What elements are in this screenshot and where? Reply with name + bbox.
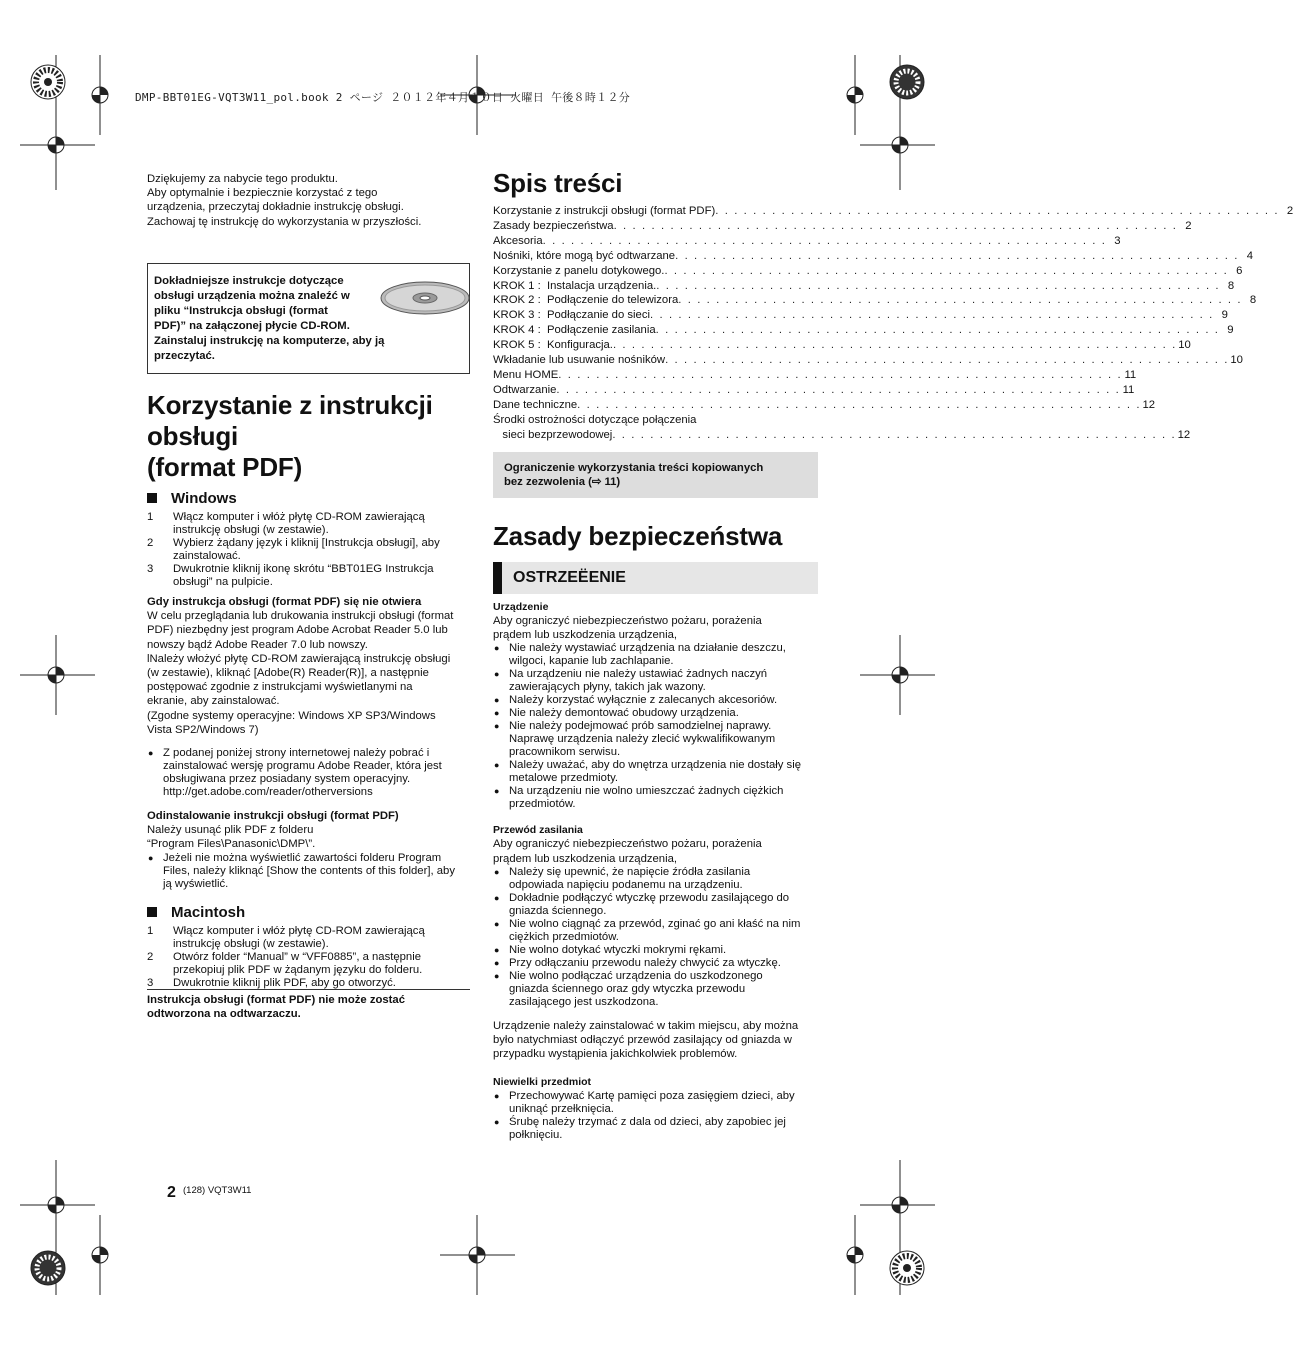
toc-page-number: 11 [1122, 383, 1135, 396]
bullet-line: Z podanej poniżej strony internetowej należy pobrać i [163, 747, 430, 760]
intro-line: urządzenia, przeczytaj dokładnie instrukcję obsługi. [147, 201, 404, 214]
bullet-line: Śrubę należy trzymać z dala od dzieci, aby zapobiec jej [509, 1115, 786, 1128]
step-number: 1 [147, 511, 154, 523]
toc-leader: . . . . . . . . . . . . . . . . . . . . . . . . . . . . . . . . . . . . . . . . . . . . . . . . . . . . . . . . . . . . [656, 279, 1221, 292]
toc-page-number: 3 [1114, 234, 1121, 247]
text-line: Vista SP2/Windows 7) [147, 723, 259, 736]
intro-line: Zachowaj tę instrukcję do wykorzystania w przyszłości. [147, 215, 422, 228]
bullet-item [147, 747, 472, 799]
step-number: 2 [147, 950, 154, 963]
small-object-heading: Niewielki przedmiot [493, 1076, 592, 1089]
bullet-item [493, 957, 818, 970]
pdf-note [147, 993, 470, 1021]
toc-entry [493, 413, 818, 428]
cord-intro [493, 837, 818, 865]
step-text: obsługi” na pulpicie. [173, 576, 273, 588]
toc-label: KROK 2 : Podłączenie do telewizora [493, 294, 679, 307]
toc-leader: . . . . . . . . . . . . . . . . . . . . . . . . . . . . . . . . . . . . . . . . . . . . . . . . . . . . . . . . . . . . [612, 428, 1177, 441]
safety-title: Zasady bezpieczeństwa [493, 520, 783, 551]
adobe-bullet [147, 747, 472, 799]
bullet-line: Naprawę urządzenia należy zlecić wykwalifikowanym [509, 733, 776, 746]
toc-leader: . . . . . . . . . . . . . . . . . . . . . . . . . . . . . . . . . . . . . . . . . . . . . . . . . . . . . . . . . . . . [678, 294, 1243, 307]
toc-leader: . . . . . . . . . . . . . . . . . . . . . . . . . . . . . . . . . . . . . . . . . . . . . . . . . . . . . . . . . . . . [655, 324, 1220, 337]
device-bullets [493, 642, 818, 811]
toc-leader: . . . . . . . . . . . . . . . . . . . . . . . . . . . . . . . . . . . . . . . . . . . . . . . . . . . . . . . . . . . . [715, 205, 1280, 217]
warning-bar-marker [493, 562, 502, 594]
bullet-line: zawierających płyny, takich jak wazony. [509, 681, 706, 694]
windows-section [147, 490, 472, 990]
info-line: PDF)” na załączonej płycie CD-ROM. [154, 320, 350, 332]
step-text: Otwórz folder “Manual” w “VFF0885”, a następnie [173, 950, 422, 963]
bullet-item [493, 694, 818, 707]
bullet-line: uniknąć przełknięcia. [509, 1102, 614, 1115]
bullet-item [493, 892, 818, 918]
info-line: Zainstaluj instrukcję na komputerze, aby ją [154, 335, 385, 347]
toc-entry [493, 428, 1191, 443]
intro-line: Aby optymalnie i bezpiecznie korzystać z tego [147, 187, 378, 200]
note-line: odtworzona na odtwarzaczu. [147, 1008, 301, 1021]
text-line: postępować zgodnie z instrukcjami wyświetlanymi na [147, 681, 413, 694]
nopdf-text [147, 609, 472, 737]
toc-label: Odtwarzanie [493, 383, 557, 396]
toc-page-number: 12 [1177, 428, 1191, 441]
text-line: W celu przeglądania lub drukowania instrukcji obsługi (format [147, 610, 454, 623]
text-line: lNależy włożyć płytę CD-ROM zawierającą instrukcję obsługi [147, 652, 451, 665]
text-line: (w zestawie), kliknąć [Adobe(R) Reader(R)], a następnie [147, 667, 429, 680]
step-item [147, 977, 472, 990]
toc-entry [493, 249, 1253, 264]
toc-entry [493, 323, 1234, 338]
bullet-dot-icon: ● [148, 748, 154, 759]
toc-entry [493, 279, 1235, 294]
bullet-line: Nie należy wystawiać urządzenia na działanie deszczu, [509, 642, 786, 655]
text-line: ekranie, aby zainstalować. [147, 695, 280, 708]
bullet-line: Dokładnie podłączyć wtyczkę przewodu zasilającego do [509, 891, 790, 904]
info-line: pliku “Instrukcja obsługi (format [154, 305, 328, 317]
bullet-item [493, 720, 818, 759]
toc-entry [493, 264, 1243, 279]
bullet-line: Należy korzystać wyłącznie z zalecanych akcesoriów. [509, 694, 778, 707]
bullet-dot-icon: ● [494, 957, 500, 968]
toc-page-number: 9 [1227, 324, 1234, 337]
toc-leader: . . . . . . . . . . . . . . . . . . . . . . . . . . . . . . . . . . . . . . . . . . . . . . . . . . . . . . . . . . . . [558, 368, 1123, 381]
toc-entry [493, 338, 1191, 353]
toc-page-number: 10 [1178, 339, 1191, 352]
step-text: Dwukrotnie kliknij plik PDF, aby go otworzyć. [173, 976, 396, 989]
warning-bar [493, 562, 818, 594]
toc-entry [493, 383, 1135, 398]
toc-page-number: 2 [1185, 219, 1192, 232]
bullet-line: Przy odłączaniu przewodu należy chwycić za wtyczkę. [509, 956, 781, 969]
bullet-dot-icon: ● [494, 760, 500, 771]
toc-label: Środki ostrożności dotyczące połączenia [493, 413, 697, 426]
step-item [147, 511, 472, 537]
uninstall-text: Należy usunąć plik PDF z folderu [147, 824, 314, 837]
toc-page-number: 2 [1286, 205, 1293, 217]
toc-label: KROK 4 : Podłączenie zasilania [493, 324, 656, 337]
bullet-dot-icon: ● [494, 944, 500, 955]
table-of-contents [493, 204, 1293, 443]
step-text: Włącz komputer i włóż płytę CD-ROM zawierającą [173, 511, 425, 523]
toc-leader: . . . . . . . . . . . . . . . . . . . . . . . . . . . . . . . . . . . . . . . . . . . . . . . . . . . . . . . . . . . . [665, 354, 1229, 367]
square-bullet-icon [147, 493, 157, 503]
cord-bullets [493, 866, 818, 1009]
bullet-line: połknięciu. [509, 1128, 563, 1141]
toc-page-number: 6 [1236, 264, 1243, 277]
uninstall-heading: Odinstalowanie instrukcji obsługi (format PDF) [147, 810, 399, 823]
toc-page-number: 11 [1124, 368, 1137, 381]
text-line: Urządzenie należy zainstalować w takim miejscu, aby można [493, 1019, 799, 1032]
cord-paragraph [493, 1019, 818, 1062]
toc-label: Nośniki, które mogą być odtwarzane [493, 249, 676, 262]
step-text: instrukcję obsługi (w zestawie). [173, 524, 329, 536]
toc-label: KROK 5 : Konfiguracja. [493, 339, 613, 352]
bullet-line: Nie wolno podłączać urządzenia do uszkodzonego [509, 969, 763, 982]
step-item [147, 537, 472, 563]
text-line: PDF) niezbędny jest program Adobe Acrobat Reader 5.0 lub [147, 624, 448, 637]
bullet-dot-icon: ● [494, 695, 500, 706]
toc-leader: . . . . . . . . . . . . . . . . . . . . . . . . . . . . . . . . . . . . . . . . . . . . . . . . . . . . . . . . . . . . [675, 249, 1239, 262]
bullet-line: Jeżeli nie można wyświetlić zawartości folderu Program [163, 851, 442, 864]
bullet-line: Nie należy demontować obudowy urządzenia. [509, 707, 739, 720]
toc-leader: . . . . . . . . . . . . . . . . . . . . . . . . . . . . . . . . . . . . . . . . . . . . . . . . . . . . . . . . . . . . [556, 383, 1121, 396]
toc-entry [493, 353, 1243, 368]
bullet-dot-icon: ● [494, 643, 500, 654]
toc-leader: . . . . . . . . . . . . . . . . . . . . . . . . . . . . . . . . . . . . . . . . . . . . . . . . . . . . . . . . . . . . [664, 264, 1229, 277]
toc-entry [493, 368, 1137, 383]
step-text: Dwukrotnie kliknij ikonę skrótu “BBT01EG Instrukcja [173, 563, 434, 575]
toc-leader: . . . . . . . . . . . . . . . . . . . . . . . . . . . . . . . . . . . . . . . . . . . . . . . . . . . . . . . . . . . . [613, 219, 1178, 232]
bullet-dot-icon: ● [494, 721, 500, 732]
toc-leader: . . . . . . . . . . . . . . . . . . . . . . . . . . . . . . . . . . . . . . . . . . . . . . . . . . . . . . . . . . . . [542, 234, 1107, 247]
bullet-item [493, 642, 818, 668]
bullet-line: metalowe przedmioty. [509, 772, 619, 785]
text-line: Aby ograniczyć niebezpieczeństwo pożaru, porażenia [493, 614, 762, 627]
document-code: (128) VQT3W11 [183, 1185, 252, 1196]
bullet-line: Nie wolno ciągnąć za przewód, zginać go ani kłaść na nim [509, 917, 801, 930]
bullet-item [493, 918, 818, 944]
toc-label: Wkładanie lub usuwanie nośników [493, 354, 666, 367]
bullet-line: zasilającego jest uszkodzona. [509, 995, 659, 1008]
bullet-line: gniazda ściennego oraz gdy wtyczka przewodu [509, 982, 746, 995]
toc-label: Korzystanie z panelu dotykowego. [493, 264, 665, 277]
text-line: nowszy bądź Adobe Reader 7.0 lub nowszy. [147, 638, 368, 651]
step-number: 3 [147, 563, 154, 575]
bullet-dot-icon: ● [494, 970, 500, 981]
toc-label: Zasady bezpieczeństwa [493, 219, 614, 232]
box-line: Ograniczenie wykorzystania treści kopiowanych [504, 461, 764, 474]
cord-heading: Przewód zasilania [493, 824, 583, 837]
bullet-line: pracownikom serwisu. [509, 746, 621, 759]
step-item [147, 951, 472, 977]
bullet-line: Na urządzeniu nie należy ustawiać żadnych naczyń [509, 668, 768, 681]
bullet-item [493, 944, 818, 957]
small-object-bullets [493, 1090, 818, 1142]
print-header: DMP-BBT01EG-VQT3W11_pol.book 2 ページ ２０１２年４月１０日 火曜日 午後８時１２分 [135, 91, 631, 104]
macintosh-steps [147, 925, 472, 990]
bullet-dot-icon: ● [494, 866, 500, 877]
warning-label: OSTRZEËENIE [513, 568, 626, 586]
device-intro [493, 614, 818, 642]
toc-entry [493, 234, 1121, 249]
bullet-line: zainstalować wersję programu Adobe Reader, która jest [163, 760, 442, 773]
bullet-dot-icon: ● [494, 918, 500, 929]
toc-label: Dane techniczne [493, 398, 578, 411]
info-line: obsługi urządzenia można znaleźć w [154, 290, 350, 302]
windows-steps [147, 511, 472, 589]
page-number: 2 [167, 1184, 176, 1201]
toc-page-number: 8 [1249, 294, 1257, 307]
bullet-line: wilgoci, kapanie lub zachlapanie. [509, 655, 674, 668]
toc-page-number: 4 [1246, 249, 1253, 262]
nopdf-heading: Gdy instrukcja obsługi (format PDF) się nie otwiera [147, 596, 422, 608]
step-number: 1 [147, 924, 154, 937]
toc-leader: . . . . . . . . . . . . . . . . . . . . . . . . . . . . . . . . . . . . . . . . . . . . . . . . . . . . . . . . . . . . [577, 398, 1142, 411]
text-line: Aby ograniczyć niebezpieczeństwo pożaru, porażenia [493, 838, 762, 851]
cd-rom-disc-icon [380, 280, 470, 316]
toc-entry [493, 308, 1228, 323]
step-item [147, 925, 472, 951]
bullet-dot-icon: ● [494, 1090, 500, 1101]
copy-restriction-box [493, 452, 818, 498]
pdf-section [147, 390, 472, 483]
bullet-dot-icon: ● [148, 852, 154, 863]
toc-leader: . . . . . . . . . . . . . . . . . . . . . . . . . . . . . . . . . . . . . . . . . . . . . . . . . . . . . . . . . . . . [612, 339, 1177, 352]
bullet-line: przedmiotów. [509, 798, 576, 811]
info-line: Dokładniejsze instrukcje dotyczące [154, 275, 344, 287]
box-line: bez zezwolenia (⇨ 11) [504, 475, 621, 488]
toc-label: KROK 3 : Podłączanie do sieci [493, 309, 650, 322]
macintosh-heading: Macintosh [147, 904, 472, 921]
bullet-item [493, 970, 818, 1009]
toc-page-number: 10 [1230, 354, 1243, 367]
toc-page-number: 9 [1221, 309, 1228, 322]
toc-entry [493, 204, 1293, 219]
bullet-item [493, 1090, 818, 1116]
bullet-line: Przechowywać Kartę pamięci poza zasięgiem dzieci, aby [509, 1089, 795, 1102]
note-line: Instrukcja obsługi (format PDF) nie może zostać [147, 994, 405, 1006]
step-number: 3 [147, 976, 154, 989]
divider [147, 989, 470, 990]
toc-label: Korzystanie z instrukcji obsługi (format PDF) [493, 205, 716, 217]
device-heading: Urządzenie [493, 600, 549, 613]
bullet-item [493, 1116, 818, 1142]
bullet-line: Na urządzeniu nie wolno umieszczać żadnych ciężkich [509, 785, 784, 798]
text-line: prądem lub uszkodzenia urządzenia, [493, 852, 677, 865]
bullet-item [493, 759, 818, 785]
toc-label: sieci bezprzewodowej [493, 428, 613, 441]
square-bullet-icon [147, 907, 157, 917]
right-column [493, 168, 1293, 1142]
toc-entry [493, 219, 1192, 234]
bullet-dot-icon: ● [494, 892, 500, 903]
toc-title: Spis treści [493, 168, 623, 198]
cd-rom-info-box [147, 263, 470, 374]
text-line: przypadku wystąpienia jakichkolwiek problemów. [493, 1048, 738, 1061]
toc-entry [493, 398, 1156, 413]
windows-heading: Windows [147, 490, 472, 507]
bullet-line: http://get.adobe.com/reader/otherversions [163, 786, 373, 799]
bullet-line: Nie należy podejmować prób samodzielnej naprawy. [509, 720, 772, 733]
bullet-dot-icon: ● [494, 669, 500, 680]
uninstall-bullet [147, 852, 472, 891]
text-line: było natychmiast odłączyć przewód zasilający od gniazda w [493, 1033, 792, 1046]
bullet-line: odpowiada napięciu podanemu na urządzeniu. [509, 878, 743, 891]
toc-label: Menu HOME [493, 368, 559, 381]
step-number: 2 [147, 537, 154, 549]
toc-label: KROK 1 : Instalacja urządzenia. [493, 279, 657, 292]
bullet-item [493, 707, 818, 720]
bullet-line: Należy się upewnić, że napięcie źródła zasilania [509, 865, 751, 878]
info-line: przeczytać. [154, 350, 215, 362]
toc-page-number: 12 [1142, 398, 1156, 411]
bullet-line: Nie wolno dotykać wtyczki mokrymi rękami. [509, 943, 727, 956]
text-line: prądem lub uszkodzenia urządzenia, [493, 628, 677, 641]
info-box-text [154, 274, 385, 364]
bullet-item [493, 866, 818, 892]
bullet-dot-icon: ● [494, 708, 500, 719]
bullet-line: obsługiwana przez posiadany system operacyjny. [163, 773, 411, 786]
step-text: instrukcję obsługi (w zestawie). [173, 937, 329, 950]
toc-page-number: 8 [1227, 279, 1235, 292]
bullet-line: ją wyświetlić. [163, 877, 229, 890]
step-text: Włącz komputer i włóż płytę CD-ROM zawierającą [173, 924, 425, 937]
bullet-dot-icon: ● [494, 1116, 500, 1127]
toc-entry [493, 293, 1257, 308]
intro-line: Dziękujemy za nabycie tego produktu. [147, 173, 338, 185]
step-text: przekopiuj plik PDF w żądanym języku do folderu. [173, 963, 423, 976]
uninstall-text: “Program Files\Panasonic\DMP\”. [147, 838, 316, 851]
bullet-line: gniazda ściennego. [509, 904, 607, 917]
step-item [147, 563, 472, 589]
bullet-line: Files, należy kliknąć [Show the contents of this folder], aby [163, 864, 455, 877]
text-line: (Zgodne systemy operacyjne: Windows XP SP3/Windows [147, 709, 436, 722]
bullet-line: ciężkich przedmiotów. [509, 930, 619, 943]
bullet-item [493, 785, 818, 811]
step-text: zainstalować. [173, 550, 241, 562]
bullet-dot-icon: ● [494, 786, 500, 797]
bullet-item [147, 852, 472, 891]
toc-label: Akcesoria [493, 234, 543, 247]
toc-leader: . . . . . . . . . . . . . . . . . . . . . . . . . . . . . . . . . . . . . . . . . . . . . . . . . . . . . . . . . . . . [649, 309, 1214, 322]
section-title: Korzystanie z instrukcji obsługi (format PDF) [147, 390, 433, 482]
bullet-item [493, 668, 818, 694]
step-text: Wybierz żądany język i kliknij [Instrukcja obsługi], aby [173, 537, 440, 549]
left-column [147, 172, 472, 229]
bullet-line: Należy uważać, aby do wnętrza urządzenia nie dostały się [509, 759, 801, 772]
